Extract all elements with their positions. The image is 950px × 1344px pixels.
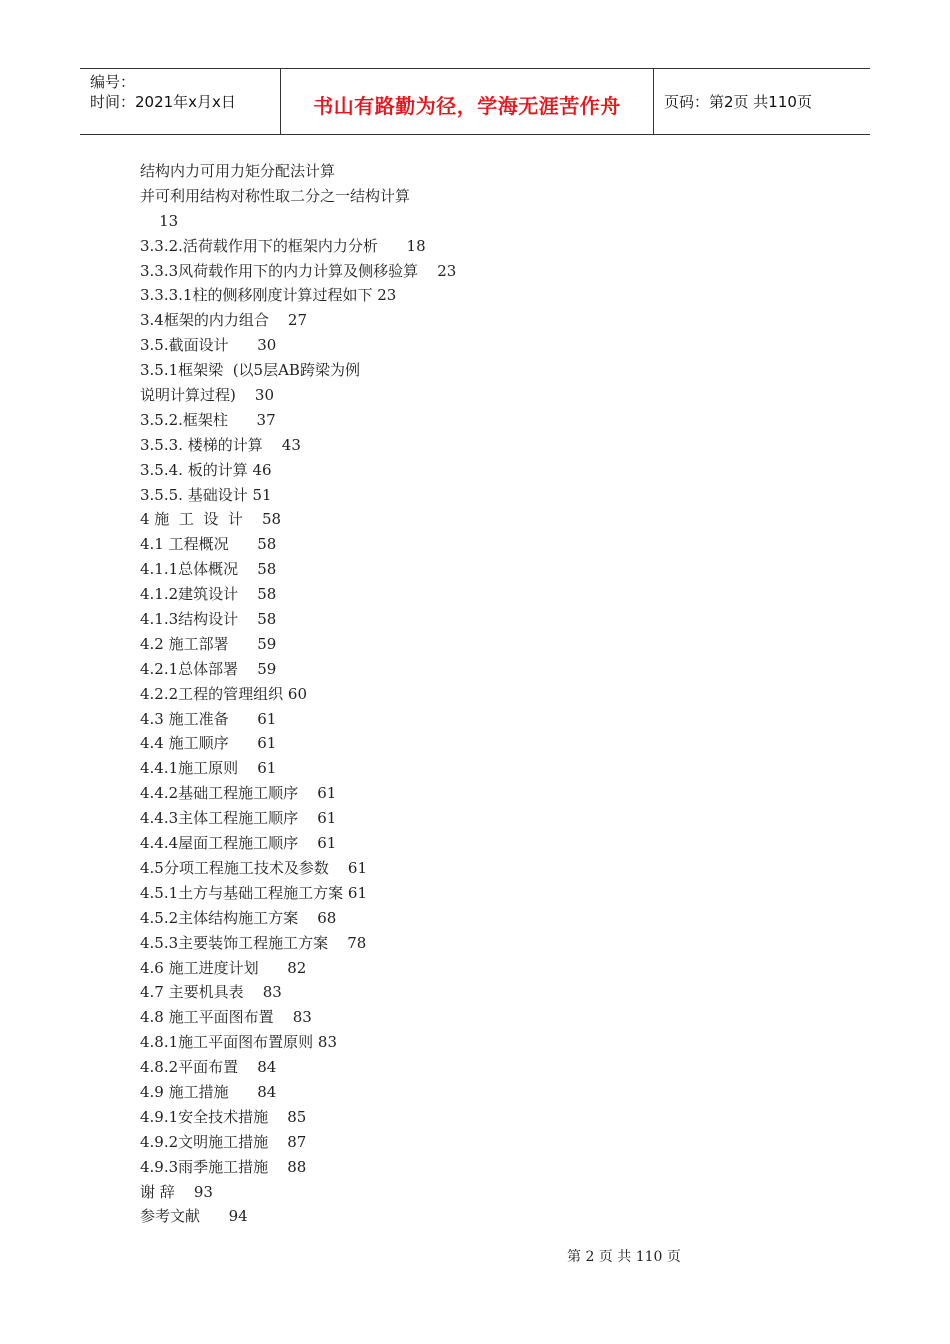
toc-entry: 4.4.1施工原则 61 [140,759,277,778]
motto-text: 书山有路勤为径，学海无涯苦作舟 [313,94,621,118]
toc-entry: 3.5.截面设计 30 [140,336,277,355]
toc-entry: 3.5.1框架梁 (以5层AB跨梁为例 [140,361,360,380]
toc-entry: 4.4.3主体工程施工顺序 61 [140,809,337,828]
toc-entry: 4.4.2基础工程施工顺序 61 [140,784,337,803]
header-meta [80,69,281,134]
toc-entry: 4 施 工 设 计 58 [140,510,282,529]
toc-entry: 参考文献 94 [140,1207,248,1226]
toc-entry: 4.9.3雨季施工措施 88 [140,1157,307,1176]
toc-entry: 说明计算过程) 30 [140,386,275,405]
toc-entry: 4.2 施工部署 59 [140,634,277,653]
toc-entry: 4.8.1施工平面图布置原则 83 [140,1033,338,1052]
toc-entry: 4.6 施工进度计划 82 [140,958,307,977]
toc-entry: 4.8.2平面布置 84 [140,1058,277,1077]
toc-entry: 谢 辞 93 [140,1182,213,1201]
toc-entry: 4.5.1土方与基础工程施工方案 61 [140,883,368,902]
toc-entry: 4.3 施工准备 61 [140,709,277,728]
date-label: 时间：2021年x月x日 [90,93,236,111]
page-header [80,68,870,135]
toc-entry: 4.2.2工程的管理组织 60 [140,684,308,703]
toc-entry: 4.9 施工措施 84 [140,1082,277,1101]
serial-number-label: 编号： [90,73,136,91]
toc-entry: 3.3.3风荷载作用下的内力计算及侧移验算 23 [140,261,457,280]
toc-entry: 4.1.3结构设计 58 [140,610,277,629]
toc-entry: 3.5.2.框架柱 37 [140,410,276,429]
toc-entry: 4.1.1总体概况 58 [140,560,277,579]
page-footer: 第 2 页 共 110 页 [567,1249,681,1265]
toc-entry: 3.5.3. 楼梯的计算 43 [140,435,301,454]
toc-entry: 3.4框架的内力组合 27 [140,311,308,330]
toc-entry: 3.5.5. 基础设计 51 [140,485,272,504]
toc-entry: 4.1 工程概况 58 [140,535,277,554]
table-of-contents [140,159,560,1229]
toc-entry: 结构内力可用力矩分配法计算 [140,162,336,180]
toc-entry: 4.2.1总体部署 59 [140,659,277,678]
toc-entry: 3.3.3.1柱的侧移刚度计算过程如下 23 [140,286,397,305]
toc-entry: 3.5.4. 板的计算 46 [140,460,272,479]
toc-entry: 4.9.1安全技术措施 85 [140,1107,307,1126]
header-page-label: 页码：第2页 共110页 [664,93,812,111]
toc-entry: 4.5.2主体结构施工方案 68 [140,908,337,927]
toc-entry: 3.3.2.活荷载作用下的框架内力分析 18 [140,236,426,255]
toc-entry: 4.5.3主要装饰工程施工方案 78 [140,933,367,952]
toc-entry: 4.5分项工程施工技术及参数 61 [140,858,368,877]
toc-entry: 并可利用结构对称性取二分之一结构计算 [140,186,411,205]
toc-entry: 4.4 施工顺序 61 [140,734,277,753]
toc-entry: 13 [140,211,179,230]
toc-entry: 4.1.2建筑设计 58 [140,585,277,604]
toc-entry: 4.8 施工平面图布置 83 [140,1008,312,1027]
header-page-cell [654,69,870,134]
toc-entry: 4.7 主要机具表 83 [140,983,282,1002]
toc-entry: 4.4.4屋面工程施工顺序 61 [140,834,337,853]
header-motto-cell [281,69,654,134]
toc-entry: 4.9.2文明施工措施 87 [140,1132,307,1151]
